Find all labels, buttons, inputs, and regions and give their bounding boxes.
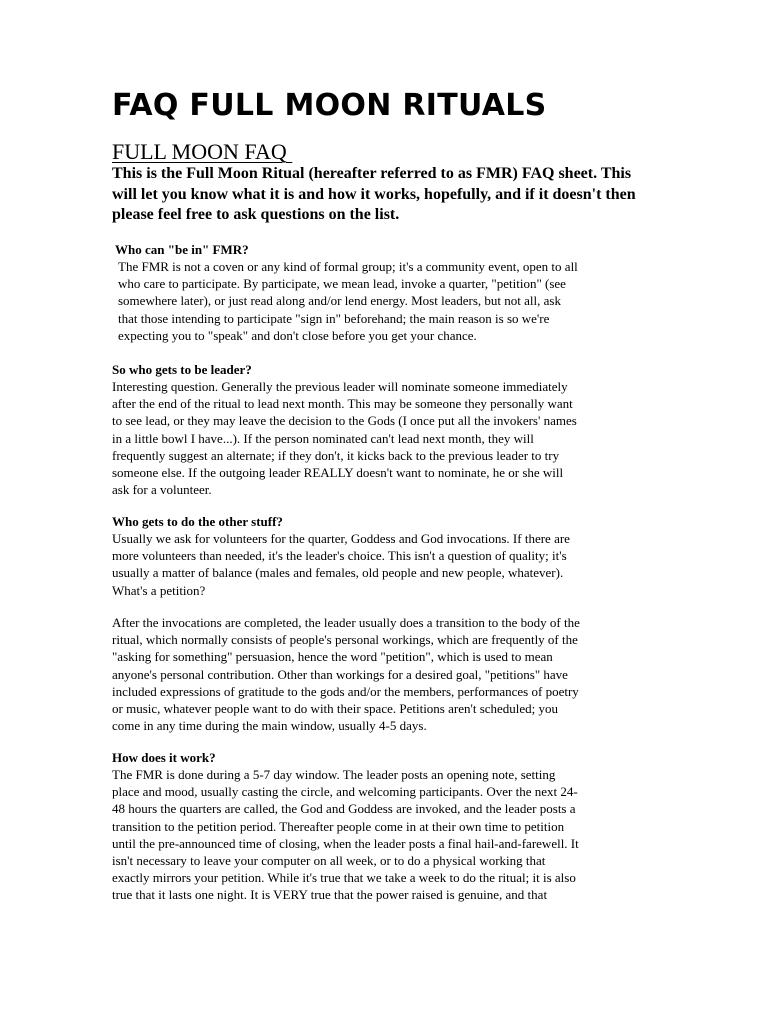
page-title: FAQ FULL MOON RITUALS [112, 88, 547, 123]
answer-line: more volunteers than needed, it's the leader's choice. This isn't a question of quality; it's [112, 548, 567, 564]
faq-answer [112, 378, 657, 498]
answer-line: that those intending to participate "sign in" beforehand; the main reason is so we're [118, 310, 550, 326]
answer-line: or music, whatever people want to do with their space. Petitions aren't scheduled; you [112, 701, 559, 717]
faq-subtitle: FULL MOON FAQ [112, 139, 293, 164]
answer-line: transition to the petition period. Thereafter people come in at their own time to petition [112, 818, 565, 834]
answer-line: frequently suggest an alternate; if they don't, it kicks back to the previous leader to try [112, 447, 560, 463]
answer-line: someone else. If the outgoing leader REALLY doesn't want to nominate, he or she will [112, 465, 564, 481]
answer-line: expecting you to "speak" and don't close before you get your chance. [118, 327, 477, 343]
answer-line: "asking for something" persuasion, hence the word "petition", which is used to mean [112, 649, 553, 665]
answer-line: ritual, which normally consists of people's personal workings, which are frequently of the [112, 632, 578, 648]
answer-line: anyone's personal contribution. Other than workings for a desired goal, "petitions" have [112, 666, 568, 682]
answer-line: After the invocations are completed, the leader usually does a transition to the body of the [112, 615, 580, 630]
answer-line: to see lead, or they may leave the decision to the Gods (I once put all the invokers' names [112, 413, 577, 429]
answer-line: true that it lasts one night. It is VERY true that the power raised is genuine, and that [112, 887, 548, 903]
answer-line: who care to participate. By participate, we mean lead, invoke a quarter, "petition" (see [118, 276, 566, 292]
answer-line: exactly mirrors your petition. While it's true that we take a week to do the ritual; it is also [112, 870, 576, 886]
faq-answer [112, 530, 657, 599]
answer-line: isn't necessary to leave your computer on all week, or to do a physical working that [112, 853, 546, 869]
faq-section-other-stuff [112, 513, 657, 599]
answer-line: somewhere later), or just read along and/or lend energy. Most leaders, but not all, ask [118, 293, 561, 309]
answer-line: Usually we ask for volunteers for the quarter, Goddess and God invocations. If there are [112, 531, 570, 546]
answer-line: place and mood, usually casting the circle, and welcoming participants. Over the next 24- [112, 784, 578, 800]
answer-line: come in any time during the main window, usually 4-5 days. [112, 718, 427, 734]
faq-section-how-it-works [112, 749, 657, 904]
intro-line: will let you know what it is and how it works, hopefully, and if it doesn't then [112, 185, 636, 203]
faq-question: Who can "be in" FMR? [112, 242, 249, 257]
answer-line: The FMR is done during a 5-7 day window. The leader posts an opening note, setting [112, 767, 556, 782]
answer-line: The FMR is not a coven or any kind of formal group; it's a community event, open to all [118, 259, 578, 274]
faq-answer [112, 614, 657, 734]
answer-line: in a little bowl I have...). If the person nominated can't lead next month, they will [112, 430, 534, 446]
intro-line: please feel free to ask questions on the list. [112, 206, 400, 223]
answer-line: usually a matter of balance (males and females, old people and new people, whatever). [112, 565, 564, 581]
answer-line: 48 hours the quarters are called, the God and Goddess are invoked, and the leader posts a [112, 801, 576, 817]
faq-section-petition-paragraph [112, 614, 657, 734]
faq-question: How does it work? [112, 750, 216, 765]
intro-line: This is the Full Moon Ritual (hereafter referred to as FMR) FAQ sheet. This [112, 165, 632, 182]
answer-line: ask for a volunteer. [112, 482, 212, 498]
answer-line: until the pre-announced time of closing, when the leader posts a final hail-and-farewell. It [112, 835, 579, 851]
faq-answer [112, 766, 657, 904]
faq-section-who-leads [112, 361, 657, 498]
answer-line: included expressions of gratitude to the gods and/or the members, performances of poetry [112, 683, 579, 699]
faq-answer [112, 258, 657, 344]
answer-line: Interesting question. Generally the previous leader will nominate someone immediately [112, 379, 568, 394]
faq-section-who-can-be-in [112, 241, 657, 344]
answer-line: What's a petition? [112, 582, 206, 598]
faq-question: Who gets to do the other stuff? [112, 514, 283, 529]
intro-paragraph [112, 164, 672, 226]
answer-line: after the end of the ritual to lead next month. This may be someone they personally want [112, 396, 573, 412]
faq-question: So who gets to be leader? [112, 362, 252, 377]
